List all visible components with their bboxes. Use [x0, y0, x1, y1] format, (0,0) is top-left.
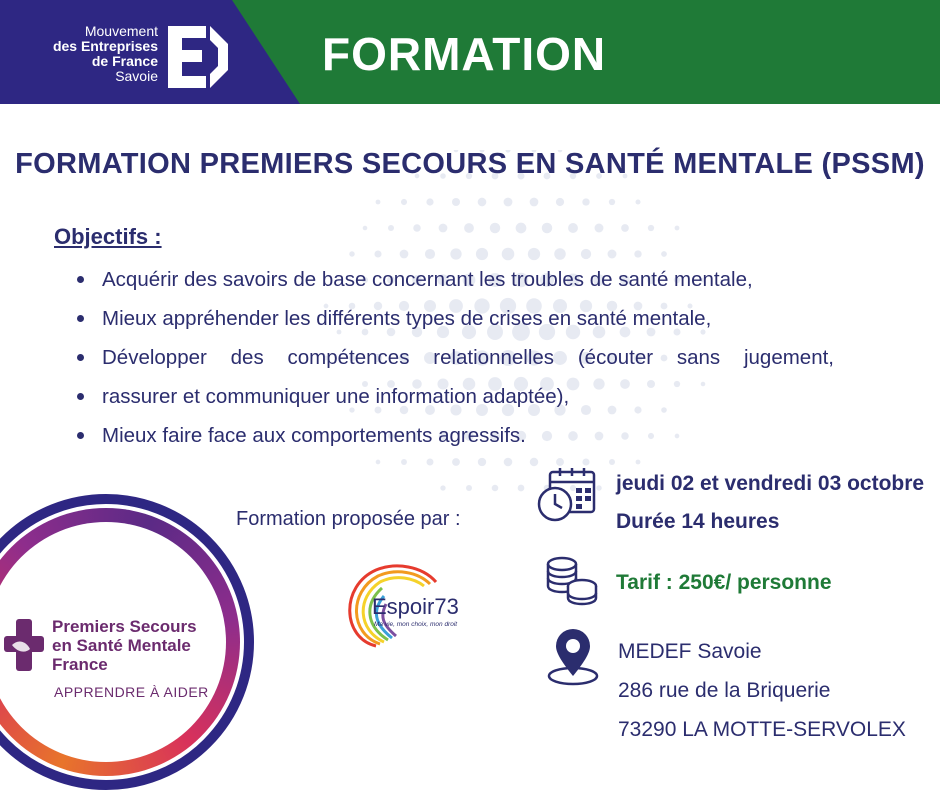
decorative-dot — [675, 226, 680, 231]
decorative-dot — [518, 485, 525, 492]
decorative-dot — [349, 251, 354, 256]
decorative-dot — [661, 251, 667, 257]
decorative-dot — [504, 458, 513, 467]
decorative-dot — [609, 199, 615, 205]
decorative-dot — [427, 459, 434, 466]
decorative-dot — [452, 198, 460, 206]
header — [0, 0, 940, 104]
espoir73-logo-word: Espoir73 — [372, 594, 459, 619]
decorative-dot — [636, 460, 641, 465]
decorative-dot — [530, 198, 539, 207]
logo-line-2: des Entreprises — [52, 38, 158, 54]
decorative-dot — [608, 250, 617, 259]
decorative-dot — [476, 248, 488, 260]
decorative-dot — [400, 250, 409, 259]
decorative-dot — [376, 200, 381, 205]
decorative-dot — [568, 223, 578, 233]
decorative-dot — [528, 248, 540, 260]
logo-line-1: Mouvement — [84, 23, 158, 39]
decorative-dot — [413, 224, 420, 231]
decorative-dot — [401, 459, 407, 465]
calendar-clock-icon — [536, 468, 598, 524]
coins-icon — [544, 556, 600, 608]
medef-logo-text — [0, 24, 158, 84]
decorative-dot — [439, 224, 448, 233]
objectives-list — [74, 260, 834, 455]
list-item: Mieux appréhender les différents types de crises en santé mentale, — [74, 299, 834, 338]
address-line-3: 73290 LA MOTTE-SERVOLEX — [618, 718, 906, 741]
location-pin-icon — [546, 628, 600, 686]
decorative-dot — [635, 199, 640, 204]
objectives-heading: Objectifs : — [54, 224, 162, 249]
decorative-dot — [530, 458, 538, 466]
decorative-dot — [595, 224, 604, 233]
decorative-dot — [634, 250, 641, 257]
decorative-dot — [516, 223, 527, 234]
pssm-badge-name — [52, 617, 197, 674]
list-item: Mieux faire face aux comportements agressifs. — [74, 416, 834, 455]
decorative-dot — [464, 223, 474, 233]
list-item — [74, 338, 834, 377]
decorative-dot — [478, 458, 486, 466]
training-address — [618, 632, 906, 749]
decorative-dot — [492, 485, 499, 492]
decorative-dot — [581, 249, 591, 259]
decorative-dot — [504, 198, 513, 207]
training-duration: Durée 14 heures — [616, 510, 780, 533]
address-line-1: MEDEF Savoie — [618, 640, 762, 663]
address-line-2: 286 rue de la Briquerie — [618, 679, 831, 702]
decorative-dot — [388, 225, 394, 231]
header-title: FORMATION — [322, 28, 607, 80]
page-title: FORMATION PREMIERS SECOURS EN SANTÉ MENTALE (PSSM) — [15, 148, 925, 180]
pssm-badge-tagline: APPRENDRE À AIDER — [54, 684, 209, 700]
decorative-dot — [374, 250, 381, 257]
training-dates: jeudi 02 et vendredi 03 octobre — [616, 472, 925, 495]
objective-line: Développer des compétences relationnelles (écouter sans jugement, — [102, 346, 834, 369]
decorative-dot — [478, 198, 487, 207]
training-price: Tarif : 250€/ personne — [616, 571, 832, 594]
decorative-dot — [554, 248, 566, 260]
list-item-continuation: rassurer et communiquer une information adaptée), — [74, 377, 834, 416]
decorative-dot — [621, 224, 629, 232]
decorative-dot — [542, 223, 553, 234]
decorative-dot — [466, 485, 472, 491]
logo-line-4: Savoie — [115, 68, 158, 84]
decorative-dot — [648, 225, 654, 231]
pssm-name-line-3: France — [52, 655, 108, 674]
logo-line-3: de France — [91, 53, 158, 69]
decorative-dot — [556, 458, 564, 466]
pssm-name-line-2: en Santé Mentale — [52, 636, 191, 655]
decorative-dot — [609, 459, 615, 465]
list-item: Acquérir des savoirs de base concernant les troubles de santé mentale, — [74, 260, 834, 299]
decorative-dot — [363, 226, 368, 231]
decorative-dot — [556, 198, 564, 206]
decorative-dot — [401, 199, 407, 205]
pssm-name-line-1: Premiers Secours — [52, 617, 197, 636]
decorative-dot — [376, 460, 381, 465]
decorative-dot — [450, 248, 461, 259]
medef-e-logo-icon — [168, 26, 228, 88]
decorative-dot — [426, 198, 433, 205]
decorative-dot — [440, 485, 445, 490]
pssm-cross-icon — [4, 619, 44, 671]
decorative-dot — [582, 458, 589, 465]
decorative-dot — [425, 249, 435, 259]
decorative-dot — [490, 223, 500, 233]
provider-label: Formation proposée par : — [236, 508, 461, 530]
decorative-dot — [582, 198, 589, 205]
espoir73-logo-tagline: Ma vie, mon choix, mon droit — [374, 621, 458, 628]
decorative-dot — [452, 458, 460, 466]
decorative-dot — [502, 248, 515, 261]
